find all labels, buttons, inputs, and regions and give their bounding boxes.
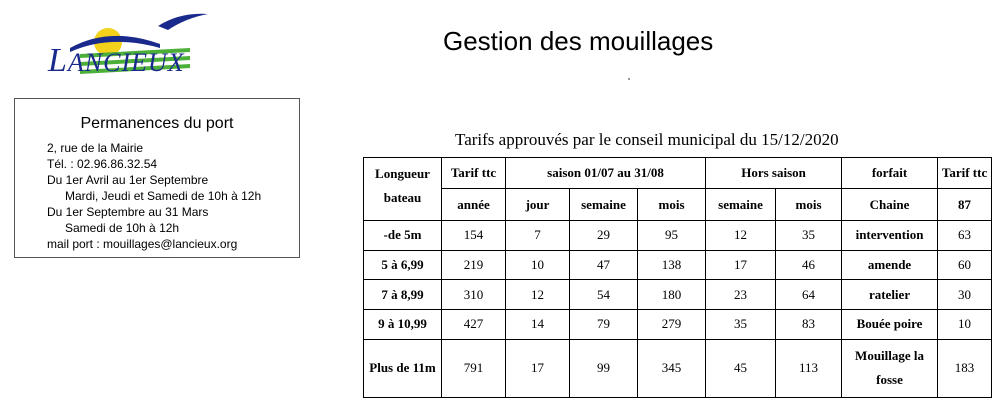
cell-mois: 279 [638,310,706,340]
address-line: 2, rue de la Mairie [47,141,144,155]
cell-forfait: amende [842,250,938,280]
port-hours-box [14,98,300,258]
cell-longueur: 9 à 10,99 [364,310,442,340]
lancieux-logo [40,8,240,92]
header-saison: saison 01/07 au 31/08 [506,158,706,189]
cell-forfait-val: 63 [938,220,992,250]
cell-annee: 427 [442,310,506,340]
table-row [364,280,992,310]
subheader-forfait: Chaine [842,189,938,220]
cell-hs-semaine: 45 [706,339,776,397]
cell-longueur: 7 à 8,99 [364,280,442,310]
cell-hs-semaine: 17 [706,250,776,280]
header-forfait: forfait [842,158,938,189]
cell-semaine: 29 [570,220,638,250]
cell-semaine: 54 [570,280,638,310]
cell-hs-mois: 113 [776,339,842,397]
winter-period-line: Du 1er Septembre au 31 Mars [47,205,209,219]
header-tarif-ttc-2: Tarif ttc [938,158,992,189]
port-hours-title: Permanences du port [80,115,234,132]
table-header-row [364,158,992,189]
cell-jour: 12 [506,280,570,310]
email-line[interactable]: mail port : mouillages@lancieux.org [47,237,238,251]
cell-mois: 345 [638,339,706,397]
subheader-annee: année [442,189,506,220]
table-row [364,250,992,280]
cell-jour: 14 [506,310,570,340]
subheader-hs-semaine: semaine [706,189,776,220]
subheader-semaine: semaine [570,189,638,220]
cell-semaine: 47 [570,250,638,280]
cell-forfait: intervention [842,220,938,250]
cell-forfait-val: 10 [938,310,992,340]
cell-hs-mois: 46 [776,250,842,280]
subheader-hs-mois: mois [776,189,842,220]
table-subheader-row [364,189,992,220]
header-tarif-ttc: Tarif ttc [442,158,506,189]
table-row [364,310,992,340]
cell-forfait-val: 183 [938,339,992,397]
cell-hs-mois: 35 [776,220,842,250]
cell-forfait: Mouillage la fosse [842,339,938,397]
cell-annee: 219 [442,250,506,280]
tariffs-table [363,157,992,398]
summer-hours-line: Mardi, Jeudi et Samedi de 10h à 12h [65,189,262,203]
cell-hs-semaine: 23 [706,280,776,310]
page-title: Gestion des mouillages [443,26,714,56]
header-hors-saison: Hors saison [706,158,842,189]
cell-longueur: -de 5m [364,220,442,250]
subheader-forfait-val: 87 [938,189,992,220]
cell-mois: 180 [638,280,706,310]
phone-line: Tél. : 02.96.86.32.54 [47,157,158,171]
cell-jour: 10 [506,250,570,280]
cell-forfait-val: 60 [938,250,992,280]
cell-semaine: 99 [570,339,638,397]
cell-annee: 154 [442,220,506,250]
cell-forfait-val: 30 [938,280,992,310]
table-row [364,220,992,250]
decorative-dot [628,78,630,80]
cell-jour: 7 [506,220,570,250]
summer-period-line: Du 1er Avril au 1er Septembre [47,173,209,187]
cell-forfait: ratelier [842,280,938,310]
cell-hs-semaine: 35 [706,310,776,340]
table-row [364,339,992,397]
cell-hs-semaine: 12 [706,220,776,250]
cell-hs-mois: 83 [776,310,842,340]
cell-semaine: 79 [570,310,638,340]
logo-wordmark: LANCIEUX [48,42,185,79]
cell-mois: 95 [638,220,706,250]
cell-annee: 310 [442,280,506,310]
cell-longueur: Plus de 11m [364,339,442,397]
header-longueur: Longueur bateau [364,158,442,221]
cell-jour: 17 [506,339,570,397]
cell-forfait: Bouée poire [842,310,938,340]
subheader-jour: jour [506,189,570,220]
cell-annee: 791 [442,339,506,397]
port-hours-lines [47,140,261,252]
cell-longueur: 5 à 6,99 [364,250,442,280]
cell-hs-mois: 64 [776,280,842,310]
cell-mois: 138 [638,250,706,280]
tariffs-caption: Tarifs approuvés par le conseil municipal du 15/12/2020 [455,130,839,149]
winter-hours-line: Samedi de 10h à 12h [65,221,180,235]
subheader-mois: mois [638,189,706,220]
